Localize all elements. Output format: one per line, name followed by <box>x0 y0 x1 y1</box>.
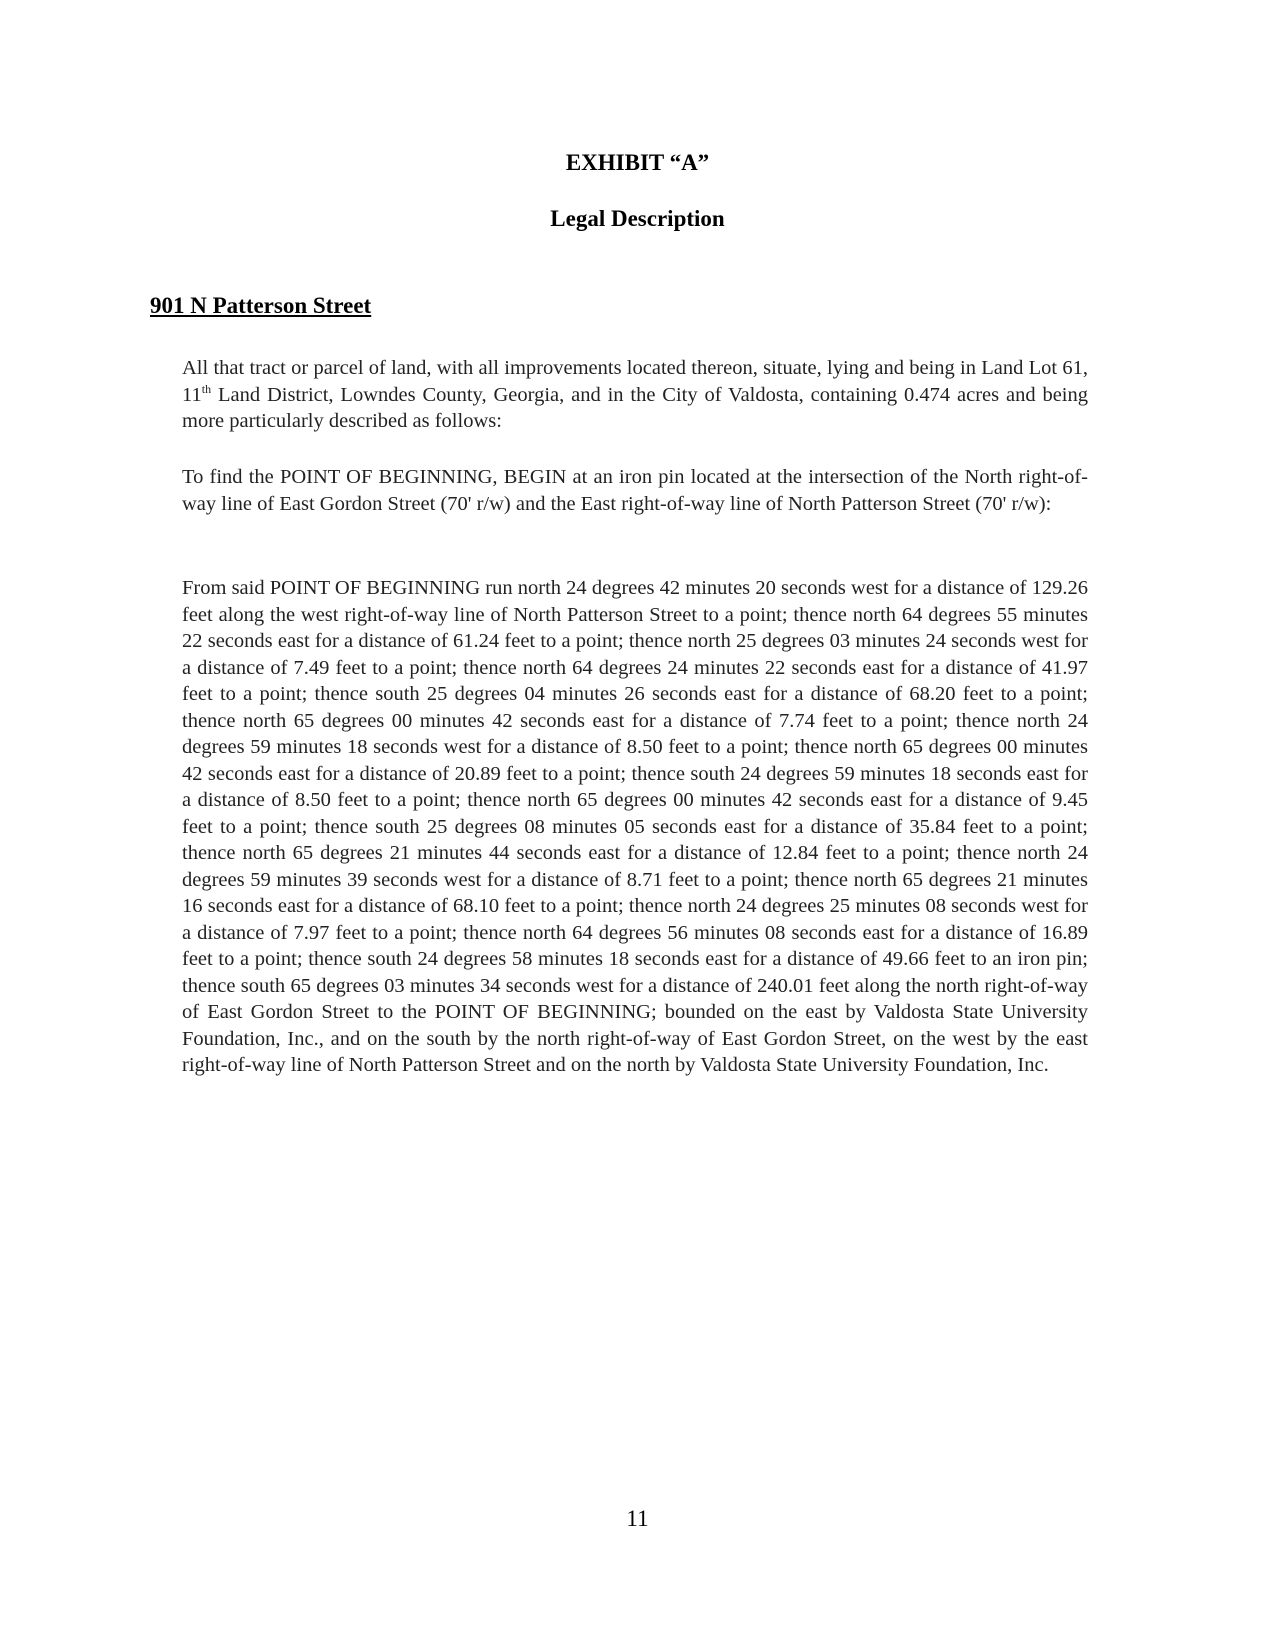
intro-paragraph <box>182 355 1088 435</box>
legal-description-heading: Legal Description <box>550 206 725 231</box>
exhibit-title: EXHIBIT “A” <box>565 150 710 175</box>
ordinal-superscript: th <box>201 381 212 396</box>
metes-and-bounds-paragraph: From said POINT OF BEGINNING run north 24 degrees 42 minutes 20 seconds west for a distance of 129.26 feet along the west right-of-way line of North Patterson Street to a point; thence north 64 degrees 55 minutes 22 seconds east for a distance of 61.24 feet to a point; thence north 25 degrees 03 minutes 24 seconds west for a distance of 7.49 feet to a point; thence north 64 degrees 24 minutes 22 seconds east for a distance of 41.97 feet to a point; thence south 25 degrees 04 minutes 26 seconds east for a distance of 68.20 feet to a point; thence north 65 degrees 00 minutes 42 seconds east for a distance of 7.74 feet to a point; thence north 24 degrees 59 minutes 18 seconds west for a distance of 8.50 feet to a point; thence north 65 degrees 00 minutes 42 seconds east for a distance of 20.89 feet to a point; thence south 24 degrees 59 minutes 18 seconds east for a distance of 8.50 feet to a point; thence north 65 degrees 00 minutes 42 seconds east for a distance of 9.45 feet to a point; thence south 25 degrees 08 minutes 05 seconds east for a distance of 35.84 feet to a point; thence north 65 degrees 21 minutes 44 seconds east for a distance of 12.84 feet to a point; thence north 24 degrees 59 minutes 39 seconds west for a distance of 8.71 feet to a point; thence north 65 degrees 21 minutes 16 seconds east for a distance of 68.10 feet to a point; thence north 24 degrees 25 minutes 08 seconds west for a distance of 7.97 feet to a point; thence north 64 degrees 56 minutes 08 seconds east for a distance of 16.89 feet to a point; thence south 24 degrees 58 minutes 18 seconds east for a distance of 49.66 feet to an iron pin; thence south 65 degrees 03 minutes 34 seconds west for a distance of 240.01 feet along the north right-of-way of East Gordon Street to the POINT OF BEGINNING; bounded on the east by Valdosta State University Foundation, Inc., and on the south by the north right-of-way of East Gordon Street, on the west by the east right-of-way line of North Patterson Street and on the north by Valdosta State University Foundation, Inc. <box>182 577 1088 1076</box>
property-address-heading: 901 N Patterson Street <box>150 293 372 318</box>
point-of-beginning-paragraph: To find the POINT OF BEGINNING, BEGIN at an iron pin located at the intersection of the North right-of-way line of East Gordon Street (70' r/w) and the East right-of-way line of North Patterson Street (70' r/w): <box>182 466 1088 515</box>
intro-text-part1: All that tract or parcel of land, with all improvements located thereon, situate, lying and being in Land Lot 61, 11 <box>182 357 1088 406</box>
intro-text-part2: Land District, Lowndes County, Georgia, and in the City of Valdosta, containing 0.474 acres and being more particularly described as follows: <box>182 383 1088 432</box>
page-number: 11 <box>626 1506 649 1531</box>
